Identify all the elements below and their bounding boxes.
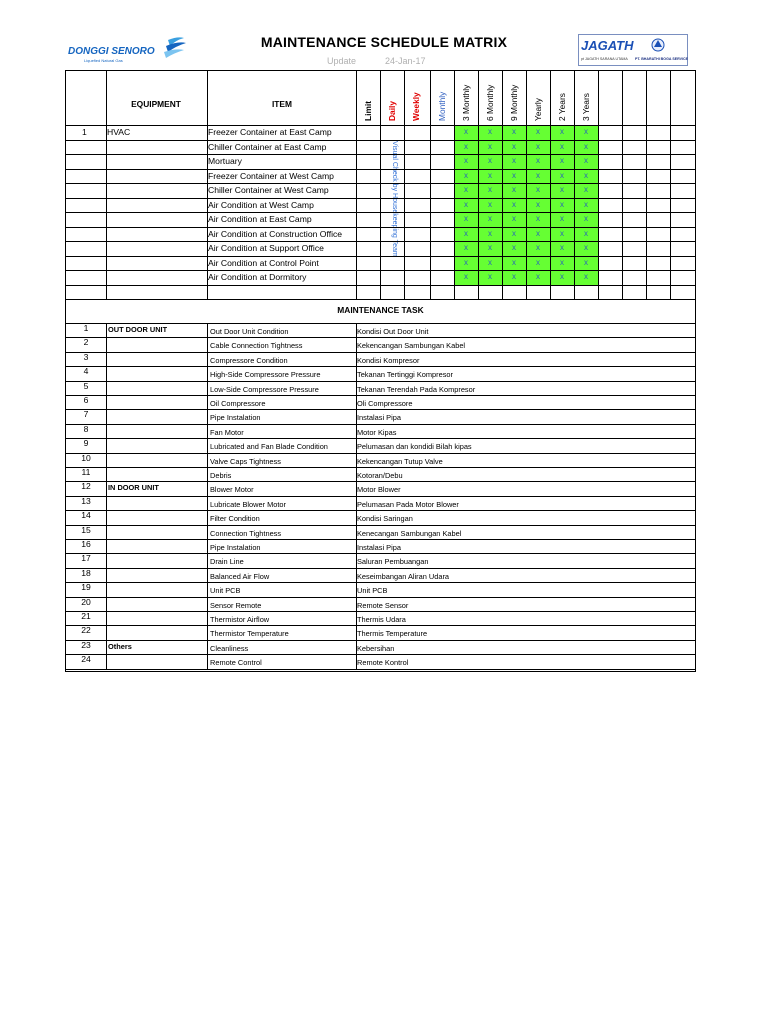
schedule-equipment: HVAC: [107, 127, 131, 137]
schedule-mark: x: [512, 199, 516, 209]
schedule-mark: x: [488, 141, 492, 151]
schedule-mark: x: [584, 170, 588, 180]
schedule-mark: x: [560, 185, 564, 194]
grid-line: [380, 71, 381, 299]
task-number: 3: [83, 351, 89, 362]
logo-right-name: JAGATH: [581, 38, 634, 53]
schedule-mark: x: [488, 214, 492, 223]
schedule-mark: x: [536, 214, 540, 223]
task-name-id: Thermis Temperature: [357, 629, 428, 639]
task-name: Compressore Condition: [210, 355, 288, 365]
task-name: Low-Side Compressore Pressure: [210, 384, 319, 394]
task-number: 4: [83, 366, 89, 377]
grid-line: [207, 323, 208, 669]
task-number: 15: [81, 524, 91, 535]
schedule-mark: x: [488, 127, 492, 136]
schedule-mark: x: [464, 141, 468, 151]
schedule-mark: x: [488, 257, 492, 267]
schedule-mark: x: [536, 170, 540, 180]
schedule-item: Air Condition at West Camp: [208, 199, 314, 210]
task-name-id: Instalasi Pipa: [357, 413, 401, 423]
task-group: OUT DOOR UNIT: [108, 325, 168, 334]
task-name: Cleanliness: [210, 643, 249, 653]
schedule-mark: x: [536, 257, 540, 267]
schedule-mark: x: [512, 127, 516, 136]
schedule-mark: x: [584, 127, 588, 136]
task-name-id: Remote Sensor: [357, 600, 409, 610]
schedule-mark: x: [584, 243, 588, 252]
task-name-id: Kotoran/Debu: [357, 471, 403, 480]
update-label: Update: [327, 56, 357, 66]
frequency-header-yearly: Yearly: [533, 98, 543, 121]
schedule-mark: x: [536, 272, 540, 281]
schedule-mark: x: [464, 257, 468, 267]
task-name-id: Kebersihan: [357, 643, 395, 653]
schedule-mark: x: [560, 170, 564, 180]
grid-line: [404, 71, 405, 299]
maintenance-task-title: MAINTENANCE TASK: [337, 305, 424, 315]
schedule-mark: x: [536, 243, 540, 252]
task-name: Pipe Instalation: [210, 413, 261, 423]
grid-line: [106, 71, 107, 299]
frequency-header-daily: Daily: [387, 100, 397, 121]
task-name-id: Tekanan Tertinggi Kompresor: [357, 370, 453, 380]
logo-right-sub1: pt JAGATH SARANA UTAMA: [581, 57, 628, 61]
schedule-mark: x: [464, 214, 468, 223]
schedule-mark: x: [488, 228, 492, 238]
frequency-header-9-monthly: 9 Monthly: [509, 84, 519, 121]
task-name-id: Unit PCB: [357, 586, 388, 596]
schedule-item: Air Condition at Support Office: [208, 243, 324, 253]
grid-line: [106, 323, 107, 669]
grid-line: [646, 71, 647, 299]
schedule-mark: x: [512, 185, 516, 194]
frequency-header-3-years: 3 Years: [581, 93, 591, 121]
schedule-item: Air Condition at Control Point: [208, 257, 319, 268]
task-name: Oil Compressore: [210, 399, 266, 408]
schedule-mark: x: [584, 199, 588, 209]
jagath-logo: [578, 34, 688, 66]
frequency-header-2-years: 2 Years: [557, 93, 567, 121]
schedule-mark: x: [536, 185, 540, 194]
task-name: Sensor Remote: [210, 600, 262, 610]
task-number: 13: [81, 495, 91, 506]
task-name-id: Instalasi Pipa: [357, 543, 401, 552]
grid-line: [430, 71, 431, 299]
column-header-item: ITEM: [271, 99, 292, 109]
schedule-mark: x: [560, 199, 564, 209]
schedule-mark: x: [512, 214, 516, 223]
grid-line: [66, 299, 695, 300]
logo-right-sub2: PT. BHARATHI BOGA SERVICES: [635, 57, 688, 61]
task-name: Balanced Air Flow: [210, 571, 270, 581]
task-name-id: Keseimbangan Aliran Udara: [357, 571, 450, 581]
schedule-mark: x: [560, 127, 564, 136]
page-title: MAINTENANCE SCHEDULE MATRIX: [260, 34, 508, 50]
schedule-item: Freezer Container at East Camp: [208, 127, 332, 137]
frequency-header-3-monthly: 3 Monthly: [461, 84, 471, 121]
task-number: 17: [81, 553, 91, 564]
task-name-id: Thermis Udara: [357, 615, 406, 624]
schedule-mark: x: [560, 243, 564, 252]
schedule-mark: x: [464, 170, 468, 180]
schedule-mark: x: [464, 228, 468, 238]
task-name-id: Pelumasan Pada Motor Blower: [357, 499, 459, 509]
schedule-mark: x: [464, 127, 468, 136]
task-number: 11: [81, 467, 91, 477]
schedule-mark: x: [512, 257, 516, 267]
task-name: Debris: [210, 471, 232, 480]
schedule-mark: x: [464, 272, 468, 281]
task-name-id: Kenecangan Sambungan Kabel: [357, 528, 462, 538]
logo-left-name: DONGGI SENORO: [68, 46, 155, 57]
frequency-header-monthly: Monthly: [437, 91, 447, 121]
task-number: 22: [81, 625, 91, 636]
task-name-id: Kondisi Out Door Unit: [357, 327, 429, 336]
schedule-item: Air Condition at East Camp: [208, 214, 312, 224]
schedule-item: Chiller Container at East Camp: [208, 141, 327, 152]
task-number: 14: [81, 510, 91, 521]
task-number: 8: [83, 423, 89, 434]
grid-line: [356, 71, 357, 299]
schedule-mark: x: [512, 141, 516, 151]
schedule-mark: x: [560, 156, 564, 165]
task-group: Others: [108, 641, 132, 651]
schedule-row-number: 1: [82, 127, 87, 137]
grid-line: [622, 71, 623, 299]
task-number: 5: [83, 380, 89, 391]
task-number: 24: [81, 654, 91, 665]
task-name-id: Kondisi Saringan: [357, 514, 413, 524]
schedule-mark: x: [560, 228, 564, 238]
schedule-mark: x: [536, 228, 540, 238]
task-name-id: Kekencangan Tutup Valve: [357, 456, 443, 466]
schedule-mark: x: [488, 199, 492, 209]
task-number: 16: [81, 539, 91, 549]
schedule-mark: x: [584, 214, 588, 223]
schedule-mark: x: [464, 185, 468, 194]
task-name: Fan Motor: [210, 427, 244, 437]
task-name: Thermistor Temperature: [210, 629, 289, 639]
schedule-mark: x: [488, 272, 492, 281]
schedule-mark: x: [512, 170, 516, 180]
task-number: 18: [81, 567, 91, 578]
visual-check-note: Visual Check by Housekeeping Team: [391, 141, 398, 257]
schedule-mark: x: [560, 141, 564, 151]
schedule-mark: x: [464, 243, 468, 252]
task-name-id: Pelumasan dan kondidi Bilah kipas: [357, 442, 472, 452]
task-name-id: Kondisi Kompresor: [357, 355, 420, 365]
update-date: 24-Jan-17: [385, 56, 426, 66]
schedule-mark: x: [512, 272, 516, 281]
schedule-item: Freezer Container at West Camp: [208, 170, 334, 181]
schedule-mark: x: [488, 170, 492, 180]
schedule-mark: x: [488, 185, 492, 194]
task-name: Blower Motor: [210, 485, 254, 495]
frequency-header-limit: Limit: [363, 100, 373, 121]
task-number: 6: [83, 395, 89, 405]
schedule-mark: x: [584, 257, 588, 267]
task-name-id: Tekanan Terendah Pada Kompresor: [357, 384, 476, 394]
grid-line: [598, 71, 599, 299]
task-name: Filter Condition: [210, 514, 260, 524]
schedule-item: Mortuary: [208, 156, 242, 166]
task-name: Connection Tightness: [210, 528, 282, 538]
task-number: 12: [81, 481, 91, 492]
schedule-mark: x: [536, 199, 540, 209]
schedule-item: Chiller Container at West Camp: [208, 185, 329, 195]
task-name: Pipe Instalation: [210, 543, 261, 552]
task-name-id: Saluran Pembuangan: [357, 557, 429, 567]
task-name: Thermistor Airflow: [210, 615, 270, 624]
task-name-id: Motor Kipas: [357, 427, 397, 437]
schedule-mark: x: [488, 156, 492, 165]
task-name-id: Kekencangan Sambungan Kabel: [357, 341, 466, 351]
schedule-mark: x: [560, 272, 564, 281]
schedule-mark: x: [584, 156, 588, 165]
task-name: Remote Control: [210, 658, 262, 668]
schedule-mark: x: [560, 257, 564, 267]
task-name-id: Oli Compressore: [357, 399, 413, 408]
task-number: 23: [81, 639, 91, 650]
task-name: Lubricated and Fan Blade Condition: [210, 442, 328, 452]
schedule-mark: x: [536, 127, 540, 136]
task-name: High-Side Compressore Pressure: [210, 370, 321, 380]
schedule-mark: x: [560, 214, 564, 223]
task-number: 2: [83, 337, 89, 348]
task-name-id: Remote Kontrol: [357, 658, 409, 668]
schedule-item: Air Condition at Dormitory: [208, 272, 307, 282]
task-number: 21: [81, 611, 91, 621]
task-name: Valve Caps Tightness: [210, 456, 281, 466]
task-name: Drain Line: [210, 557, 244, 567]
schedule-mark: x: [464, 156, 468, 165]
schedule-mark: x: [512, 156, 516, 165]
schedule-matrix-table: [65, 70, 696, 672]
task-name-id: Motor Blower: [357, 485, 401, 495]
schedule-item: Air Condition at Construction Office: [208, 228, 343, 239]
task-number: 1: [83, 323, 89, 333]
task-number: 7: [83, 409, 89, 420]
task-group: IN DOOR UNIT: [108, 483, 159, 493]
task-name: Out Door Unit Condition: [210, 327, 289, 336]
task-number: 19: [81, 582, 91, 593]
schedule-mark: x: [512, 228, 516, 238]
task-name: Unit PCB: [210, 586, 241, 596]
column-header-equipment: EQUIPMENT: [131, 99, 181, 109]
task-number: 10: [81, 452, 91, 463]
schedule-mark: x: [512, 243, 516, 252]
schedule-mark: x: [464, 199, 468, 209]
schedule-mark: x: [584, 228, 588, 238]
frequency-header-6-monthly: 6 Monthly: [485, 84, 495, 121]
schedule-mark: x: [488, 243, 492, 252]
logo-left-tagline: Liquefied Natural Gas: [84, 58, 123, 63]
schedule-mark: x: [584, 185, 588, 194]
grid-line: [670, 71, 671, 299]
task-number: 9: [83, 438, 89, 449]
task-number: 20: [81, 596, 91, 607]
schedule-mark: x: [584, 272, 588, 281]
schedule-mark: x: [584, 141, 588, 151]
frequency-header-weekly: Weekly: [411, 92, 421, 121]
task-name: Cable Connection Tightness: [210, 341, 303, 351]
schedule-mark: x: [536, 141, 540, 151]
task-name: Lubricate Blower Motor: [210, 499, 286, 509]
schedule-mark: x: [536, 156, 540, 165]
